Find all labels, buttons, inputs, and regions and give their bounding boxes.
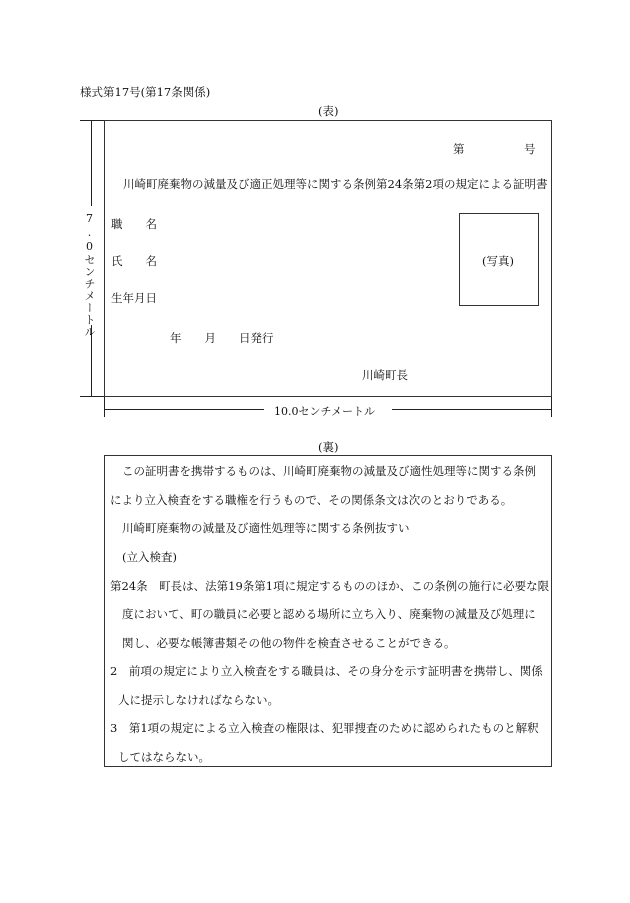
back-paragraph-7: 関し、必要な帳簿書類その他の物件を検査させることができる。 — [122, 636, 456, 650]
issue-date: 年 月 日発行 — [170, 331, 274, 345]
form-label: 様式第17号(第17条関係) — [80, 85, 211, 99]
certificate-title: 川崎町廃棄物の減量及び適正処理等に関する条例第24条第2項の規定による証明書 — [123, 177, 548, 191]
photo-box — [459, 213, 539, 306]
back-paragraph-10: 3 第1項の規定による立入検査の権限は、犯罪捜査のために認められたものと解釈 — [110, 721, 539, 735]
width-dim-right-tick — [551, 397, 552, 417]
height-dim-line-top — [91, 120, 92, 206]
height-dimension-label: 7.0センチメートル — [83, 212, 96, 338]
width-dimension-label: 10.0センチメートル — [274, 405, 376, 418]
back-paragraph-4: (立入検査) — [122, 550, 177, 564]
back-paragraph-9: 人に提示しなければならない。 — [118, 693, 279, 707]
name-label: 氏 名 — [111, 254, 157, 268]
back-paragraph-11: してはならない。 — [118, 750, 210, 764]
back-heading: (裏) — [318, 440, 339, 454]
width-dim-line-right — [392, 409, 552, 410]
photo-label: (写真) — [482, 254, 514, 268]
birthdate-label: 生年月日 — [111, 291, 157, 305]
back-paragraph-2: により立入検査をする職権を行うもので、その関係条文は次のとおりである。 — [110, 493, 513, 507]
height-dim-top-tick — [80, 120, 104, 121]
back-paragraph-3: 川崎町廃棄物の減量及び適性処理等に関する条例抜すい — [122, 521, 410, 535]
width-dim-left-tick — [104, 397, 105, 417]
back-paragraph-8: 2 前項の規定により立入検査をする職員は、その身分を示す証明書を携帯し、関係 — [110, 664, 543, 678]
front-heading: (表) — [318, 104, 339, 118]
number-suffix: 号 — [524, 142, 536, 156]
back-paragraph-6: 度において、町の職員に必要と認める場所に立ち入り、廃棄物の減量及び処理に — [122, 607, 536, 621]
issuer: 川崎町長 — [362, 368, 408, 382]
back-paragraph-5: 第24条 町長は、法第19条第1項に規定するもののほか、この条例の施行に必要な限 — [110, 579, 550, 593]
width-dim-line-left — [104, 409, 264, 410]
position-label: 職 名 — [111, 217, 157, 231]
height-dim-bottom-tick — [80, 396, 104, 397]
number-prefix: 第 — [453, 142, 465, 156]
back-paragraph-1: この証明書を携帯するものは、川崎町廃棄物の減量及び適性処理等に関する条例 — [122, 464, 536, 478]
